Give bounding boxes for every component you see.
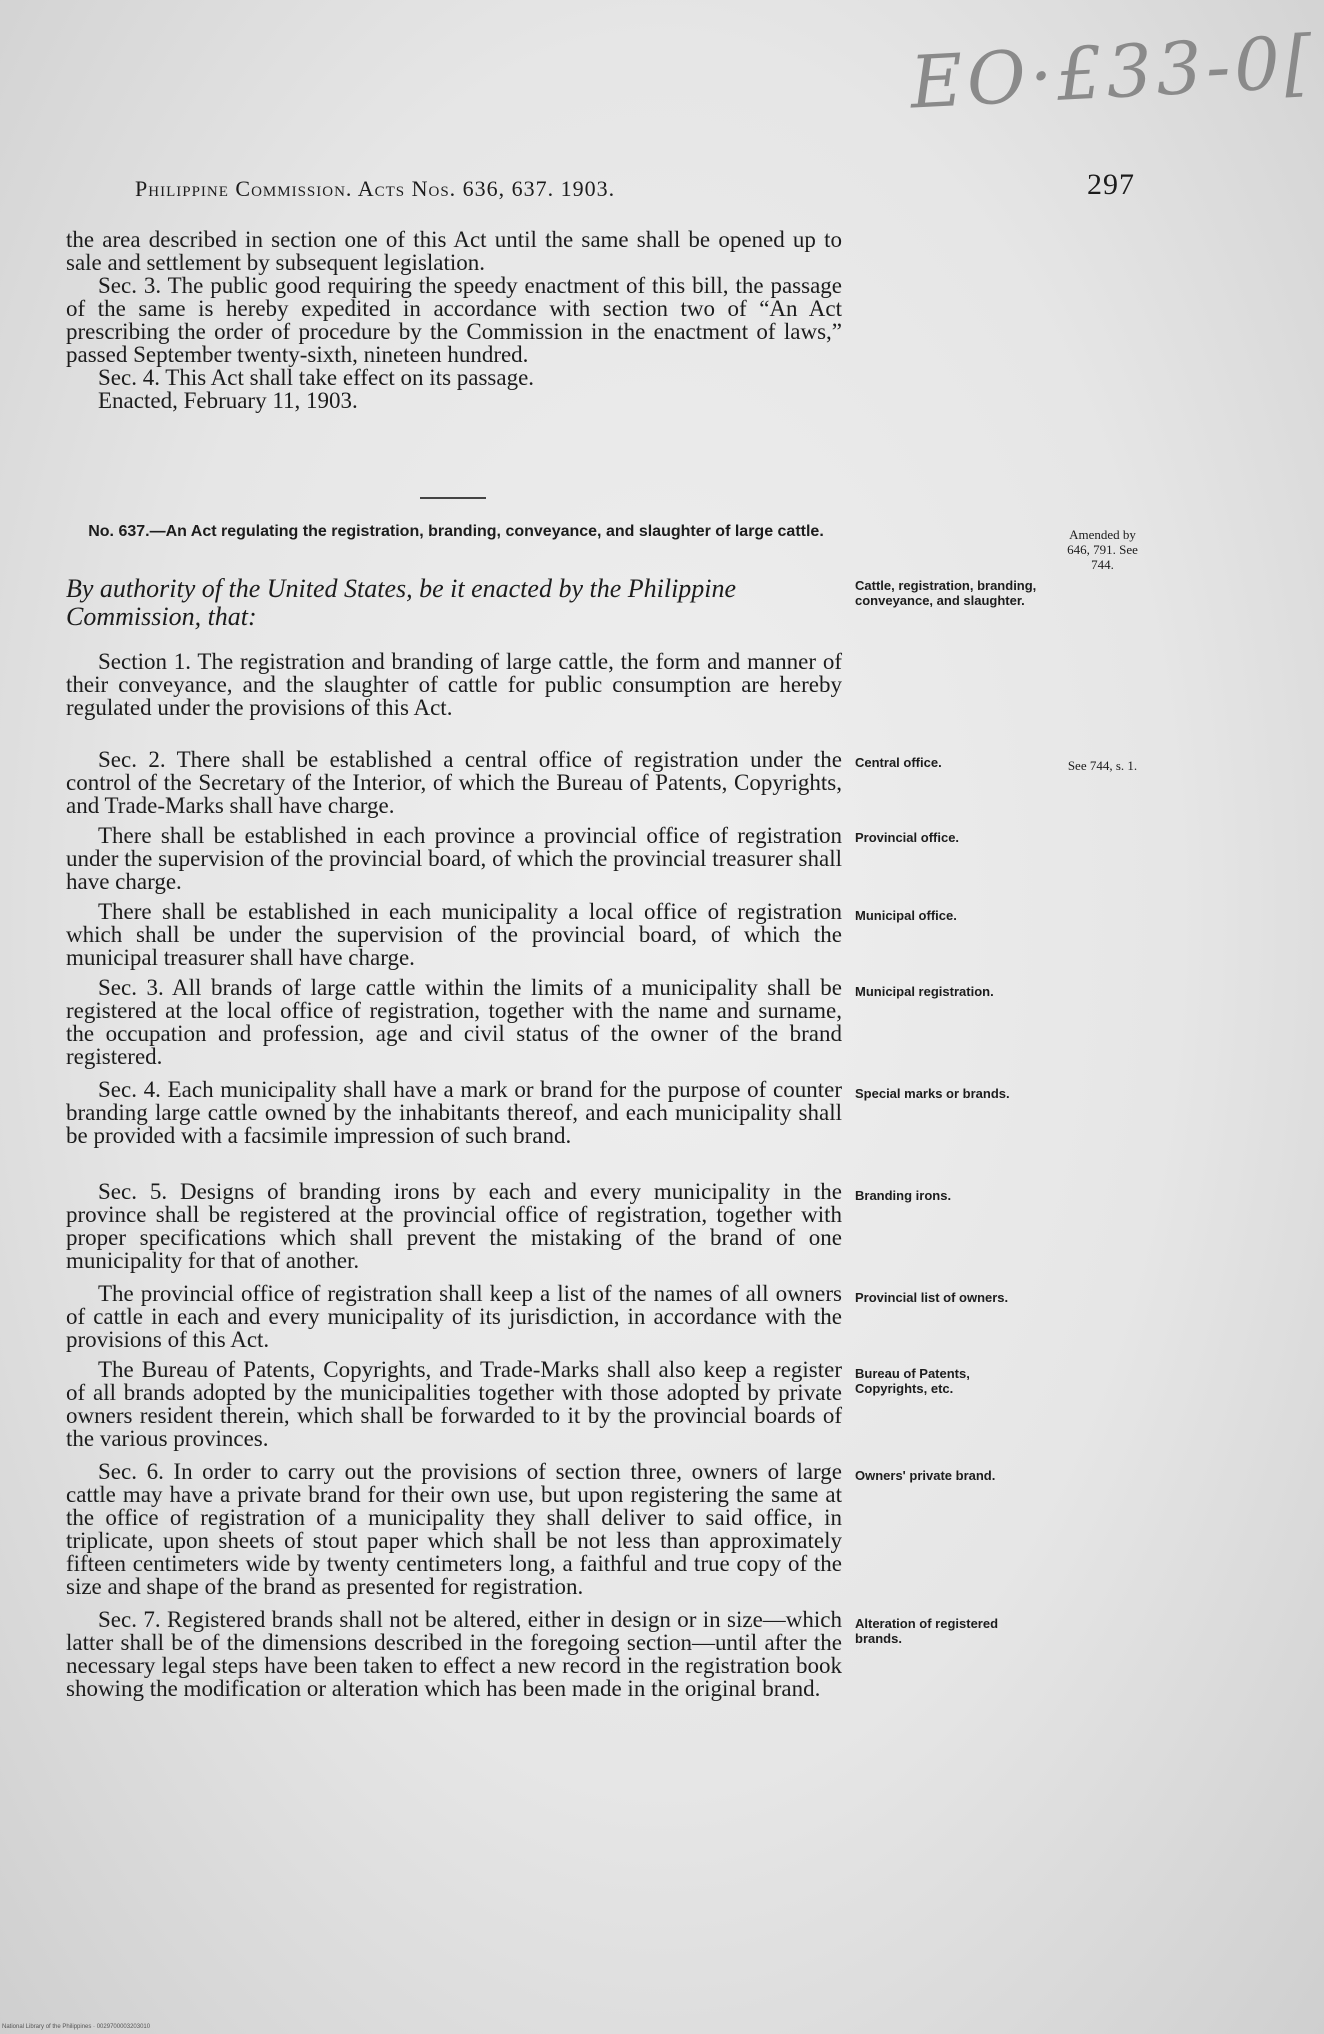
paragraph-text: Sec. 5. Designs of branding irons by each and every municipality in the province shall be registered at the provincial office of registration, together with proper specifications which shall prevent the mistaking of the brand of one municipality for that of another.: [66, 1179, 842, 1273]
paragraph-text: Sec. 3. All brands of large cattle within the limits of a municipality shall be registered at the local office of registration, together with the name and surname, the occupation and profession, age and civil status of the owner of the brand registered.: [66, 975, 842, 1069]
paragraph: [66, 748, 842, 817]
amendment-note: Amended by 646, 791. See 744.: [1067, 527, 1138, 572]
paragraph-text: Sec. 7. Registered brands shall not be altered, either in design or in size—which latter shall be of the dimensions described in the foregoing section—until after the necessary legal steps have been taken to effect a new record in the registration book showing the modification or alteration which has been made in the original brand.: [66, 1607, 842, 1701]
margin-note: Municipal registration.: [855, 984, 994, 999]
margin-note: Branding irons.: [855, 1188, 952, 1203]
paragraph-text: Sec. 2. There shall be established a central office of registration under the control of the Secretary of the Interior, of which the Bureau of Patents, Copyrights, and Trade-Marks shall have charge.: [66, 747, 842, 818]
paragraph: [66, 900, 842, 969]
paragraph: [66, 1282, 842, 1351]
margin-note: Provincial list of owners.: [855, 1290, 1009, 1305]
scan-footer: National Library of the Philippines · 0029700003203010: [2, 2024, 151, 2030]
paragraph: [66, 1358, 842, 1450]
paragraph-text: The Bureau of Patents, Copyrights, and Trade-Marks shall also keep a register of all brands adopted by the municipalities together with those adopted by private owners resident therein, which shall be forwarded to it by the provincial boards of the various provinces.: [66, 1357, 842, 1451]
margin-note: Bureau of Patents, Copyrights, etc.: [855, 1366, 970, 1396]
paragraph-text: There shall be established in each province a provincial office of registration under the supervision of the provincial board, of which the provincial treasurer shall have charge.: [66, 823, 842, 894]
paragraph-text: There shall be established in each municipality a local office of registration which shall be under the supervision of the provincial board, of which the municipal treasurer shall have charge.: [66, 899, 842, 970]
paragraph: [66, 1180, 842, 1272]
paragraph-text: Sec. 6. In order to carry out the provisions of section three, owners of large cattle may have a private brand for their own use, but upon registering the same at the office of registration of a municipality they shall deliver to said office, in triplicate, upon sheets of stout paper which shall be not less than approximately fifteen centimeters wide by twenty centimeters long, a faithful and true copy of the size and shape of the brand as presented for registration.: [66, 1459, 842, 1599]
running-head: Philippine Commission. Acts Nos. 636, 637. 1903.: [135, 176, 616, 201]
paragraph: [66, 1608, 842, 1700]
paragraph: the area described in section one of this Act until the same shall be opened up to sale and settlement by subsequent legislation.: [66, 227, 842, 275]
paragraph: [66, 976, 842, 1068]
running-header: [135, 168, 1135, 208]
page-number: 297: [1087, 168, 1135, 201]
paragraph: [66, 1078, 842, 1147]
paragraph: [66, 824, 842, 893]
paragraph: [66, 650, 842, 719]
act-title: No. 637.—An Act regulating the registration, branding, conveyance, and slaughter of large cattle.: [88, 523, 824, 540]
margin-note: Special marks or brands.: [855, 1086, 1010, 1101]
cross-reference-note: See 744, s. 1.: [1067, 758, 1138, 773]
paragraph-text: The provincial office of registration shall keep a list of the names of all owners of cattle in each and every municipality of its jurisdiction, in accordance with the provisions of this Act.: [66, 1281, 842, 1352]
handwritten-annotation: EO·£33-0[: [908, 19, 1319, 125]
margin-note: Provincial office.: [855, 830, 960, 845]
enacting-clause: By authority of the United States, be it enacted by the Philippine Commission, that:: [66, 574, 737, 631]
paragraph: Sec. 3. The public good requiring the speedy enactment of this bill, the passage of the same is hereby expedited in accordance with section two of “An Act prescribing the order of procedure by the Commission in the enactment of laws,” passed September twenty-sixth, nineteen hundred.: [66, 273, 842, 367]
paragraph-text: Section 1. The registration and branding of large cattle, the form and manner of their conveyance, and the slaughter of cattle for public consumption are hereby regulated under the provisions of this Act.: [66, 649, 842, 720]
paragraph: [66, 1460, 842, 1598]
margin-note: Alteration of registered brands.: [855, 1616, 999, 1646]
paragraph: Sec. 4. This Act shall take effect on its passage.: [98, 365, 535, 390]
section-divider: [420, 497, 486, 499]
act636-end: [66, 228, 842, 412]
margin-note: Owners' private brand.: [855, 1468, 996, 1483]
paragraph: Enacted, February 11, 1903.: [98, 388, 358, 413]
margin-note: Central office.: [855, 755, 942, 770]
margin-note: Municipal office.: [855, 908, 957, 923]
paragraph-text: Sec. 4. Each municipality shall have a mark or brand for the purpose of counter branding large cattle owned by the inhabitants thereof, and each municipality shall be provided with a facsimile impression of such brand.: [66, 1077, 842, 1148]
margin-note: Cattle, registration, branding, conveyance, and slaughter.: [855, 578, 1037, 608]
